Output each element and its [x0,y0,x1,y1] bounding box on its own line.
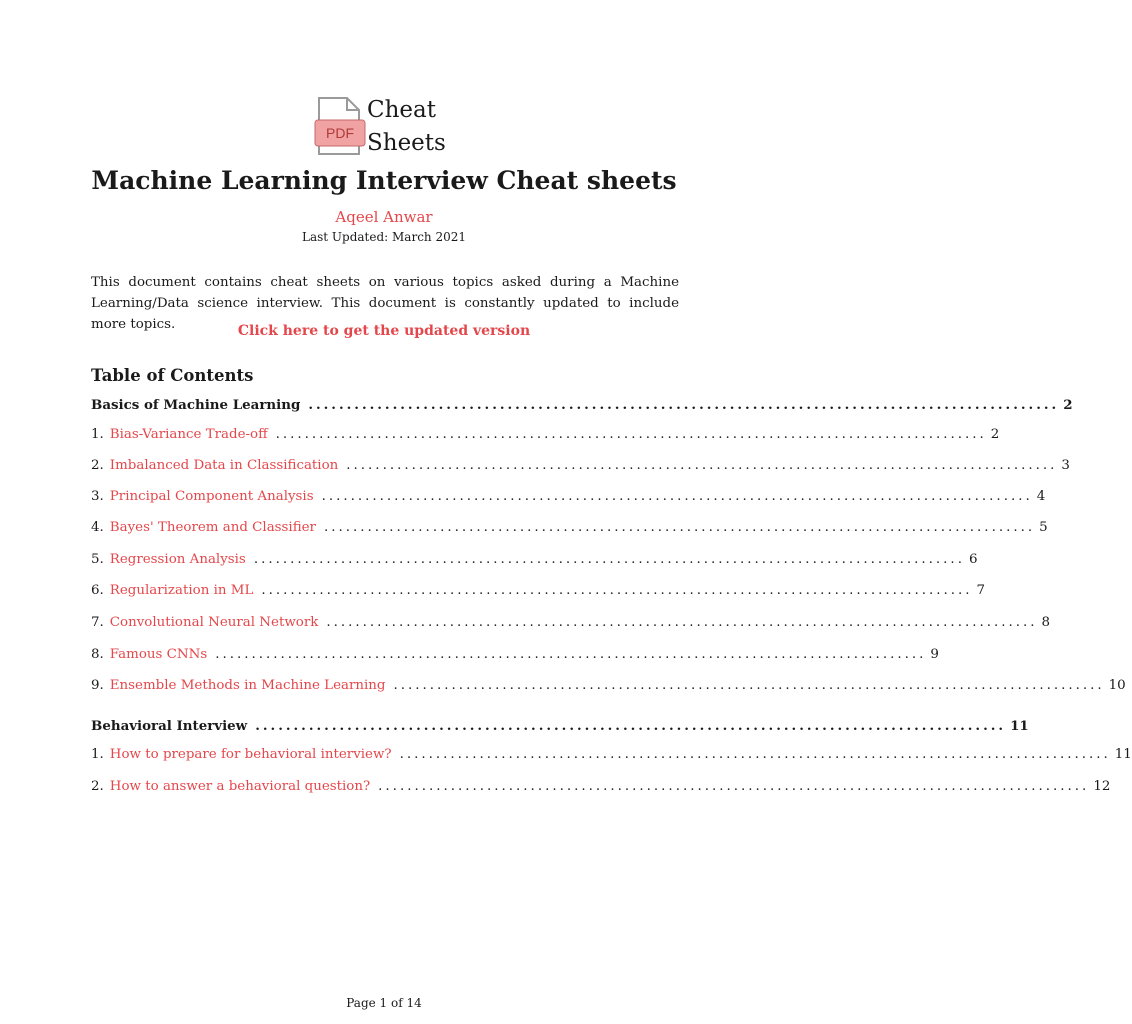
toc-item-number: 7. [91,615,104,630]
toc-section-behavioral[interactable] [91,718,1029,734]
toc-page-number: 4 [1036,489,1046,504]
toc-page-number: 2 [1063,397,1073,413]
toc-item-number: 6. [91,583,104,598]
page-footer: Page 1 of 14 [346,996,422,1010]
toc-leader-dots: .................................................................................................. [321,489,1033,504]
toc-item[interactable] [91,747,1132,762]
toc-heading: Table of Contents [91,366,254,385]
toc-leader-dots: .................................................................................................. [255,718,1007,734]
toc-item[interactable] [91,489,1046,504]
toc-item-label: Bias-Variance Trade-off [109,427,268,442]
toc-page-number: 11 [1114,747,1132,762]
toc-item-label: How to answer a behavioral question? [109,779,371,794]
toc-item-number: 4. [91,520,104,535]
toc-page-number: 8 [1041,615,1051,630]
toc-page-number: 9 [930,647,939,662]
toc-leader-dots: .................................................................................................. [261,583,973,598]
toc-leader-dots: .................................................................................................. [399,747,1111,762]
toc-item-label: How to prepare for behavioral interview? [109,747,392,762]
toc-leader-dots: .................................................................................................. [323,520,1036,535]
toc-leader-dots: .................................................................................................. [346,458,1058,473]
last-updated: Last Updated: March 2021 [302,230,466,244]
updated-version-link[interactable]: Click here to get the updated version [237,323,531,339]
toc-leader-dots: .................................................................................................. [215,647,927,662]
toc-page-number: 10 [1108,678,1126,693]
pdf-file-icon [315,96,369,156]
toc-item[interactable] [91,427,1000,442]
toc-leader-dots: .................................................................................................. [308,397,1060,413]
toc-leader-dots: .................................................................................................. [378,779,1090,794]
toc-leader-dots: .................................................................................................. [253,552,965,567]
toc-item[interactable] [91,678,1126,693]
toc-item-label: Imbalanced Data in Classification [109,458,339,473]
toc-page-number: 12 [1093,779,1111,794]
toc-item[interactable] [91,583,986,598]
cheat-sheets-logo [315,96,445,156]
toc-item[interactable] [91,458,1070,473]
toc-item-number: 2. [91,458,104,473]
toc-item-label: Principal Component Analysis [109,489,314,504]
toc-item[interactable] [91,647,939,662]
toc-page-number: 11 [1010,718,1029,734]
toc-item[interactable] [91,520,1048,535]
toc-section-title: Behavioral Interview [91,718,248,734]
toc-page-number: 7 [976,583,986,598]
logo-word-sheets: Sheets [367,130,446,156]
toc-item-number: 8. [91,647,104,662]
toc-section-title: Basics of Machine Learning [91,397,301,413]
toc-leader-dots: .................................................................................................. [393,678,1105,693]
toc-item-number: 5. [91,552,104,567]
toc-item-label: Famous CNNs [109,647,208,662]
toc-item-number: 9. [91,678,104,693]
author-name[interactable]: Aqeel Anwar [335,208,433,226]
toc-item-number: 1. [91,747,104,762]
toc-page-number: 6 [968,552,978,567]
logo-word-cheat: Cheat [367,97,436,123]
document-title: Machine Learning Interview Cheat sheets [91,166,677,195]
toc-item-label: Regularization in ML [109,583,254,598]
toc-page-number: 5 [1039,520,1048,535]
toc-page-number: 3 [1061,458,1070,473]
pdf-badge-text: PDF [326,125,354,141]
toc-item-number: 3. [91,489,104,504]
toc-item[interactable] [91,779,1111,794]
toc-leader-dots: .................................................................................................. [326,615,1038,630]
toc-item-label: Ensemble Methods in Machine Learning [109,678,386,693]
toc-item-number: 2. [91,779,104,794]
toc-item-number: 1. [91,427,104,442]
toc-page-number: 2 [990,427,1000,442]
toc-item-label: Regression Analysis [109,552,246,567]
toc-item[interactable] [91,615,1051,630]
toc-item-label: Convolutional Neural Network [109,615,319,630]
toc-section-basics[interactable] [91,397,1073,413]
toc-leader-dots: .................................................................................................. [275,427,987,442]
toc-item-label: Bayes' Theorem and Classifier [109,520,316,535]
intro-paragraph: This document contains cheat sheets on various topics asked during a Machine Learning/Data science interview. This document is constantly updated to include more topics. [91,275,679,332]
toc-item[interactable] [91,552,978,567]
